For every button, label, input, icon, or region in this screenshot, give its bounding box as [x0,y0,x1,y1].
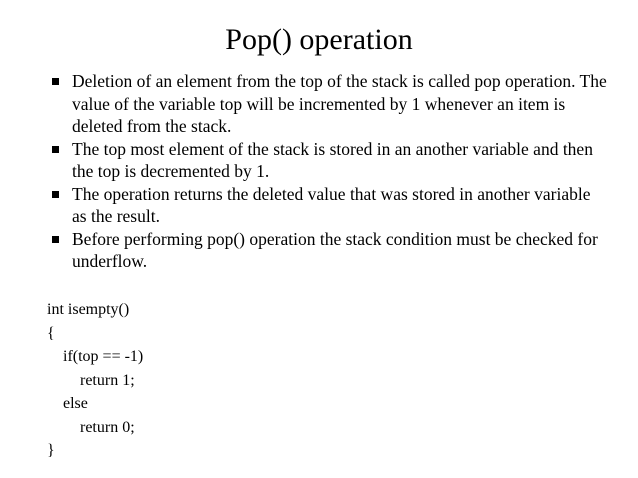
square-bullet-icon [52,236,59,243]
bullet-item [48,70,608,138]
square-bullet-icon [52,78,59,85]
bullet-item [48,183,608,228]
bullet-text: The operation returns the deleted value that was stored in another variable as the result. [72,183,591,226]
slide-title: Pop() operation [225,23,413,56]
bullet-text: Deletion of an element from the top of the stack is called pop operation. The value of the variable top will be incremented by 1 whenever an item is deleted from the stack. [72,71,607,136]
code-block [47,298,143,463]
code-line: return 0; [80,418,135,436]
square-bullet-icon [52,146,59,153]
code-line: if(top == -1) [63,348,144,365]
square-bullet-icon [52,191,59,198]
bullet-item [48,138,608,183]
code-line: return 1; [80,371,135,389]
code-line: else [63,395,88,412]
bullet-text: The top most element of the stack is stored in an another variable and then the top is decremented by 1. [72,138,593,181]
bullet-text: Before performing pop() operation the stack condition must be checked for underflow. [72,228,598,271]
code-line: int isempty() [47,301,130,318]
bullet-item [48,228,608,273]
code-line: { [47,324,55,342]
code-line: } [47,442,55,459]
bullet-list [48,70,608,273]
